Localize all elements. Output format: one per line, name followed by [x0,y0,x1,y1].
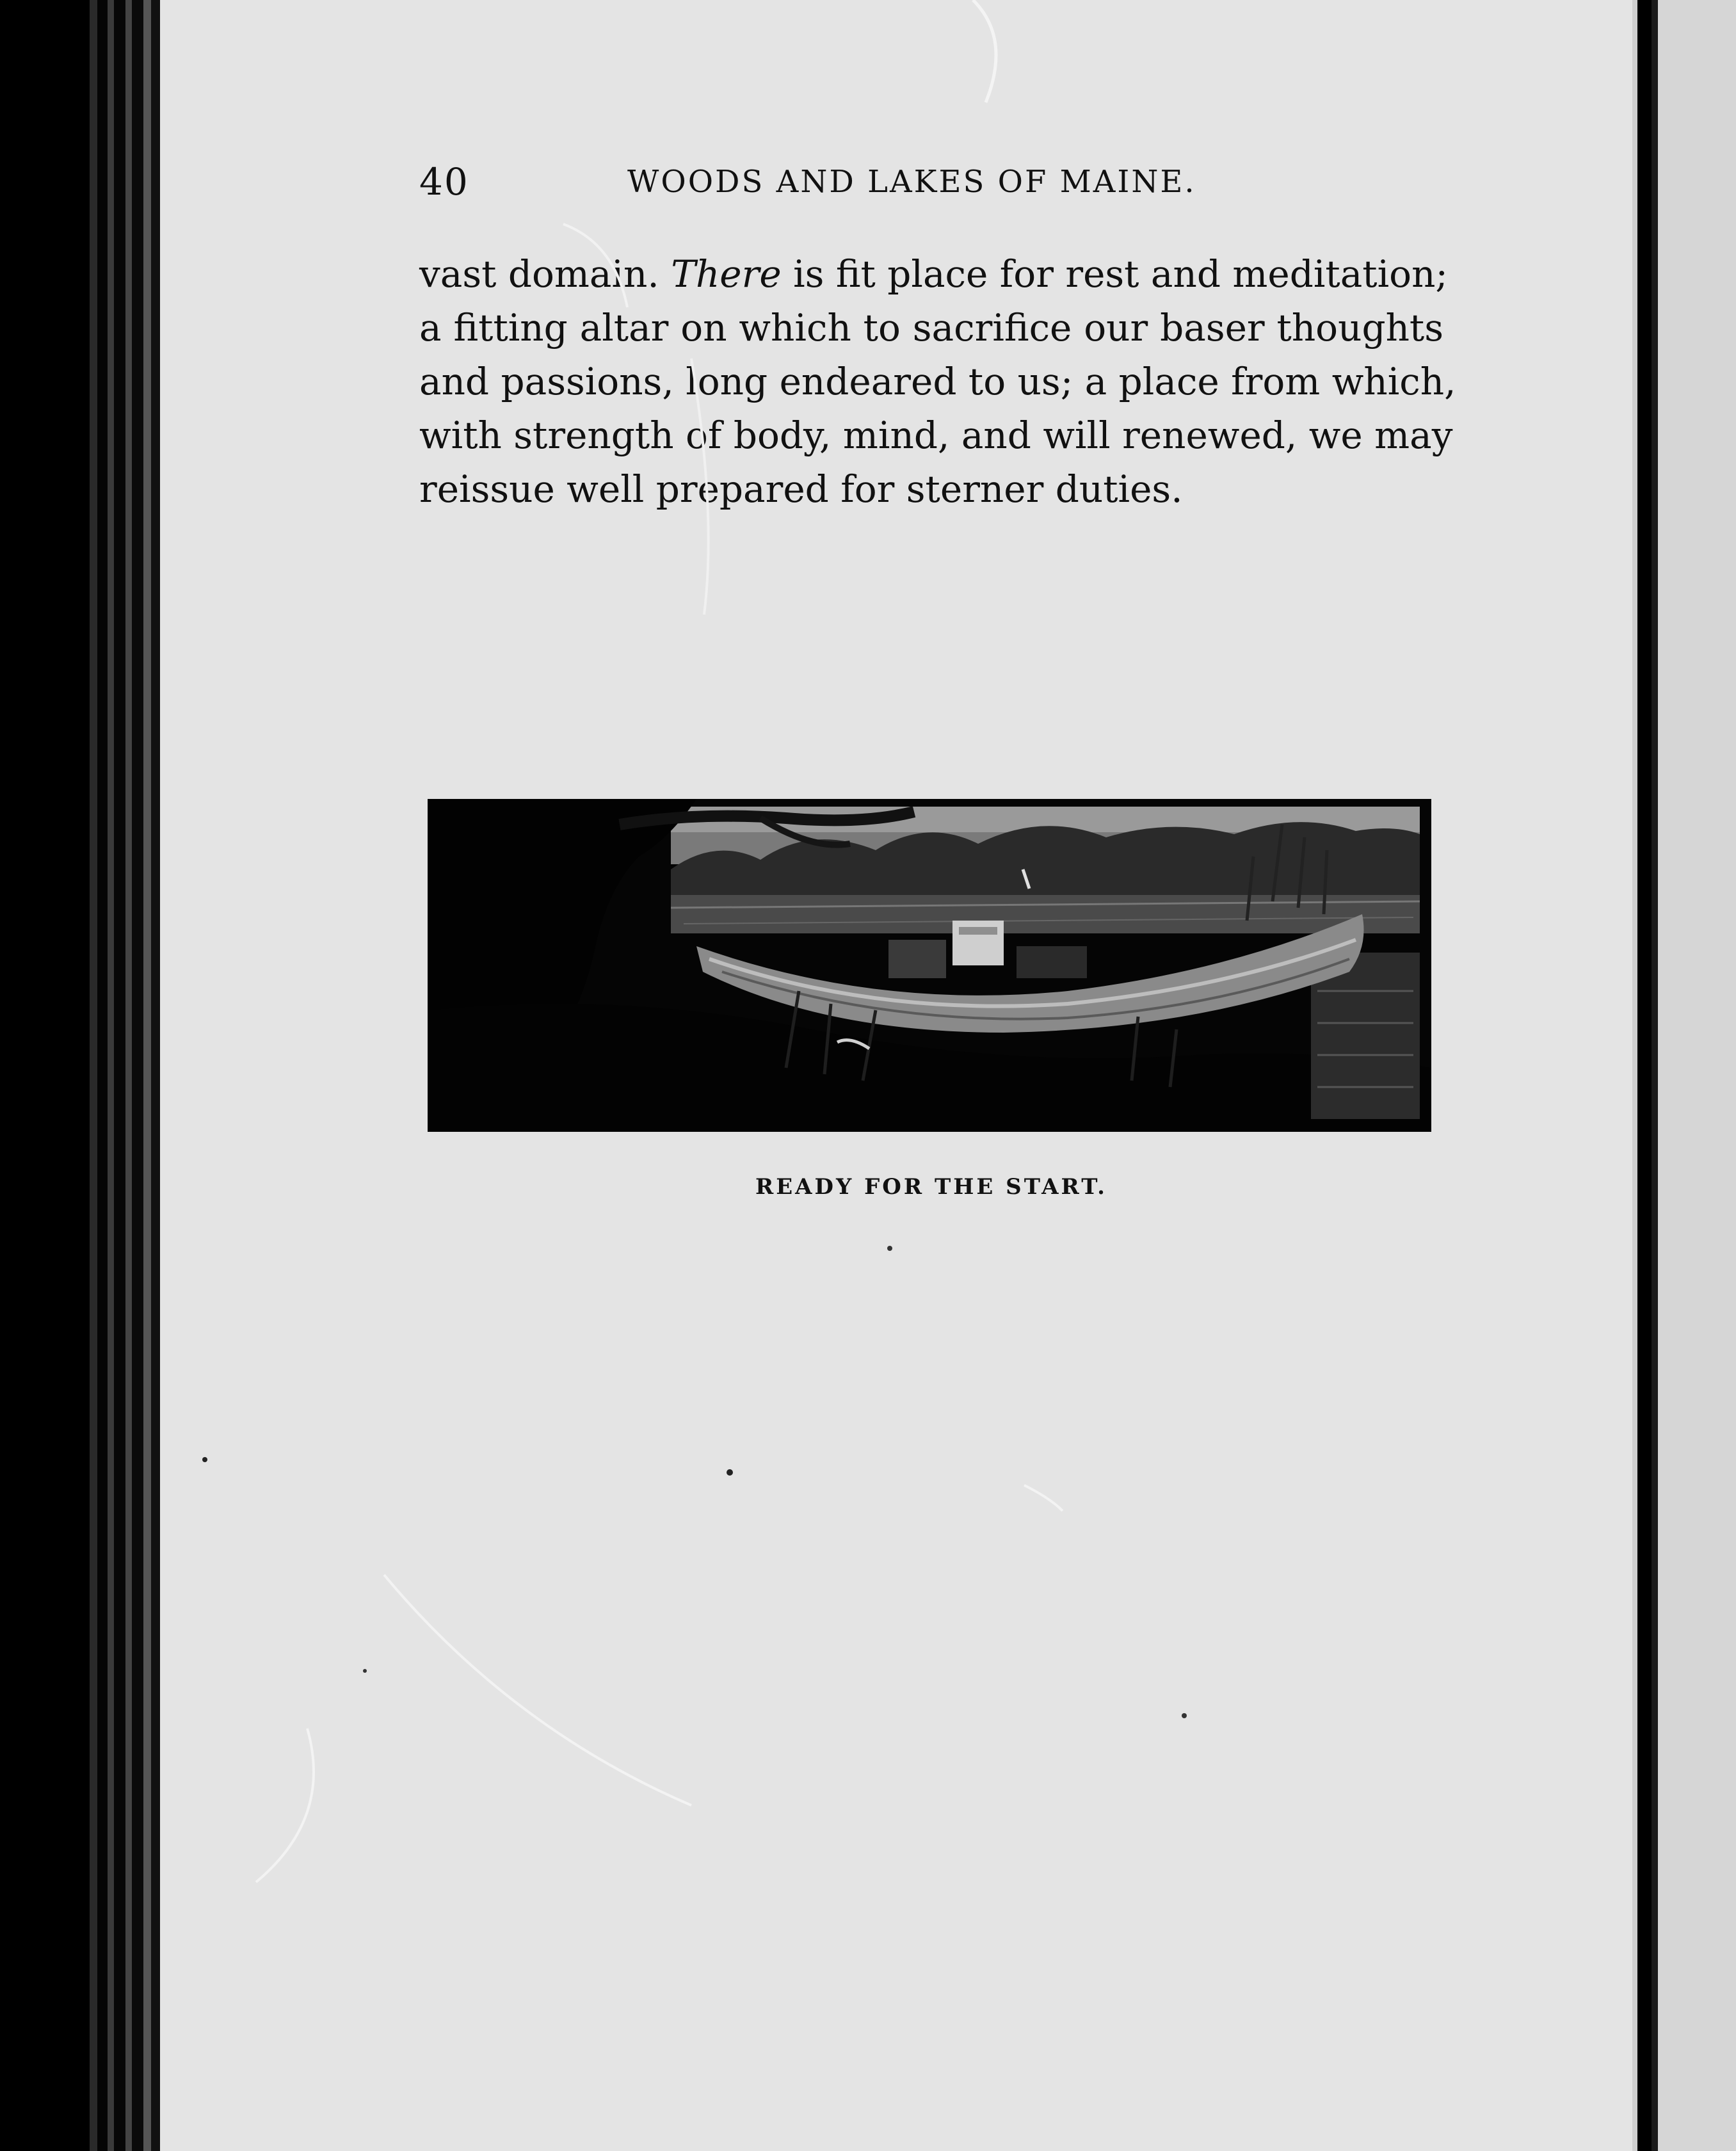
canoe-illustration-icon [428,799,1431,1132]
text-line: a fitting altar on which to sacrifice our baser thoughts [419,306,1443,350]
book-binding-left [0,0,160,2151]
text-line: with strength of body, mind, and will renewed, we may [419,414,1453,457]
book-binding-right [1632,0,1736,2151]
body-paragraph [419,247,1456,516]
page-number: 40 [419,160,469,204]
emphasis-text: There [671,252,782,296]
figure-caption: READY FOR THE START. [755,1174,1107,1200]
text-line-end: is fit place for rest and meditation; [781,252,1448,296]
text-line-start: vast domain. [419,252,671,296]
text-line [419,247,1448,301]
text-line: reissue well prepared for sterner duties. [419,467,1183,511]
running-head: WOODS AND LAKES OF MAINE. [627,164,1196,200]
text-line: and passions, long endeared to us; a place from which, [419,360,1456,403]
canoe-illustration [428,799,1431,1132]
page-header [419,160,1235,211]
